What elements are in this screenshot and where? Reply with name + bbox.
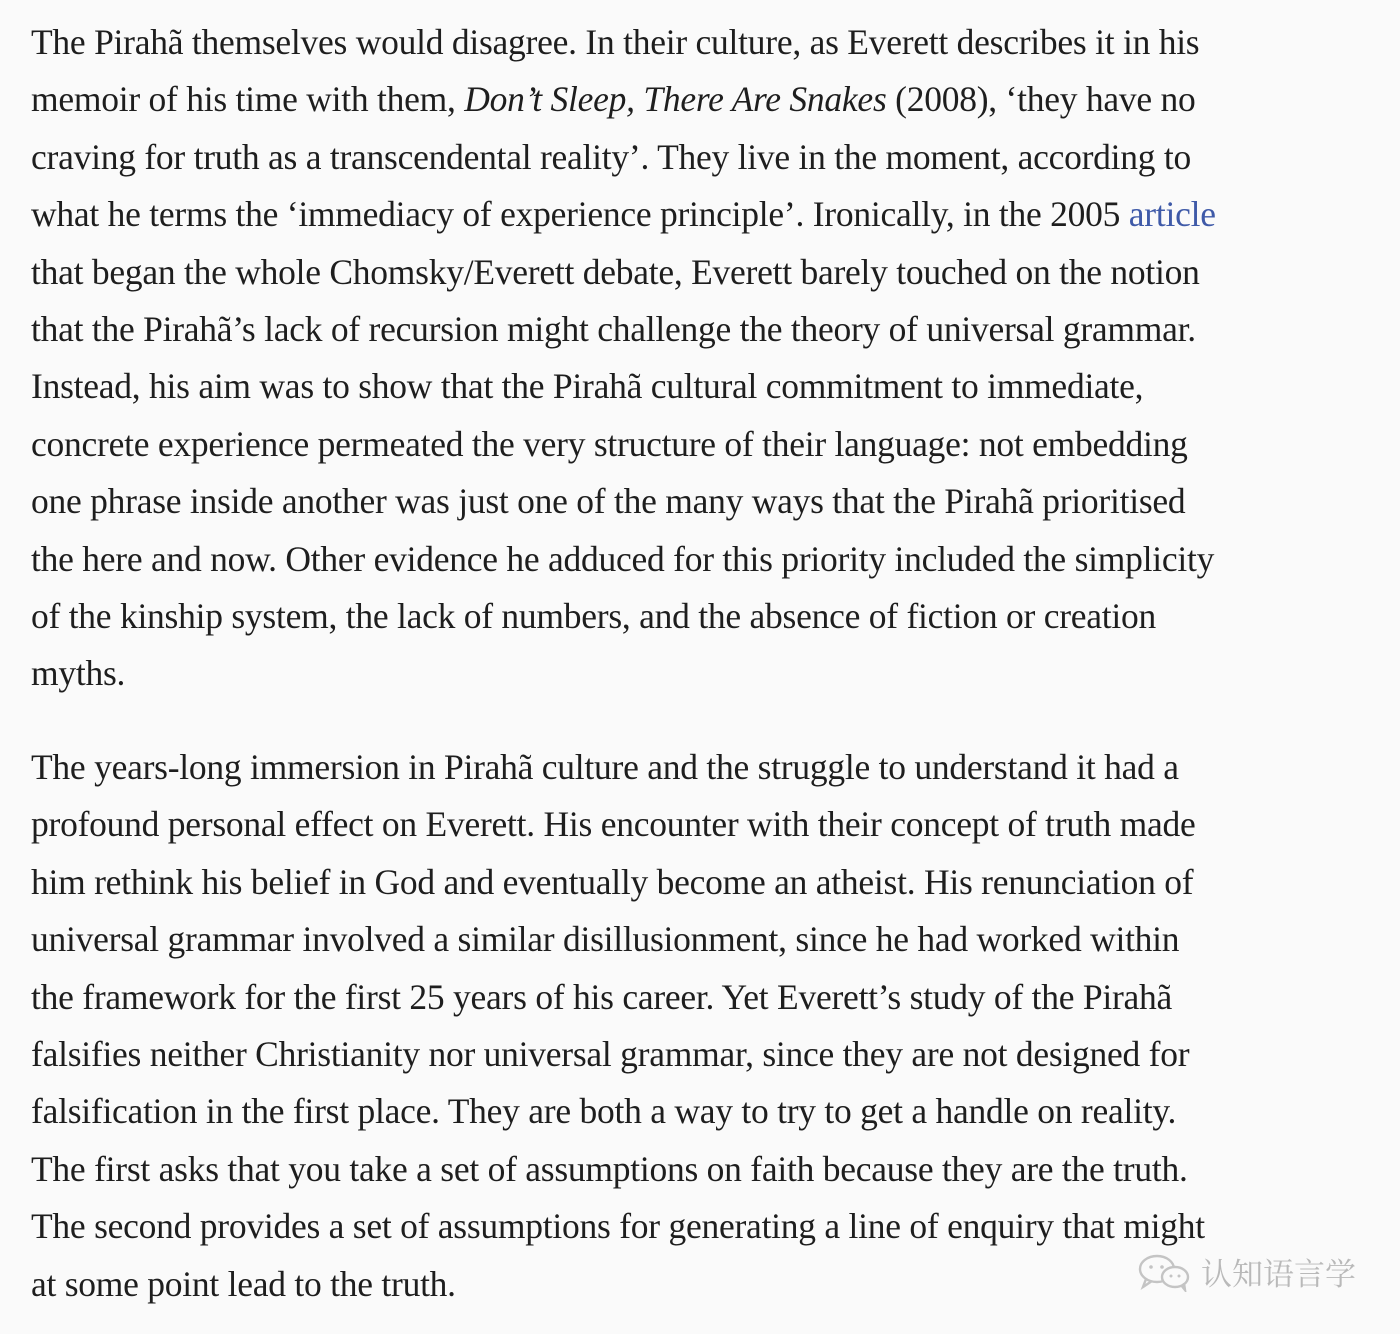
text-line: craving for truth as a transcendental reality’. They live in the moment, according to bbox=[31, 136, 1192, 177]
article-body bbox=[31, 14, 1376, 1313]
text-line: one phrase inside another was just one of the many ways that the Pirahã prioritised bbox=[31, 481, 1186, 522]
text-line bbox=[31, 71, 1376, 128]
text-line: The first asks that you take a set of assumptions on faith because they are the truth. bbox=[31, 1148, 1188, 1189]
text-line: the framework for the first 25 years of his career. Yet Everett’s study of the Pirahã bbox=[31, 976, 1173, 1017]
text-line: universal grammar involved a similar disillusionment, since he had worked within bbox=[31, 919, 1180, 960]
text-line: myths. bbox=[31, 653, 126, 694]
text-line: of the kinship system, the lack of numbers, and the absence of fiction or creation bbox=[31, 596, 1157, 637]
text-segment: memoir of his time with them, bbox=[31, 79, 465, 120]
text-line: The years-long immersion in Pirahã culture and the struggle to understand it had a bbox=[31, 746, 1179, 787]
text-line: The Pirahã themselves would disagree. In their culture, as Everett describes it in his bbox=[31, 22, 1200, 62]
text-segment: (2008), ‘they have no bbox=[886, 79, 1196, 120]
paragraph-2 bbox=[31, 739, 1376, 1313]
text-line: profound personal effect on Everett. His encounter with their concept of truth made bbox=[31, 804, 1196, 845]
text-line: him rethink his belief in God and eventually become an atheist. His renunciation of bbox=[31, 861, 1194, 902]
article-link[interactable]: article bbox=[1128, 194, 1216, 235]
watermark-text: 认知语言学 bbox=[1201, 1257, 1356, 1293]
text-line: at some point lead to the truth. bbox=[31, 1263, 456, 1304]
wechat-icon bbox=[1135, 1252, 1193, 1292]
text-line: concrete experience permeated the very structure of their language: not embedding bbox=[31, 423, 1188, 464]
paragraph-1 bbox=[31, 14, 1376, 703]
text-line: the here and now. Other evidence he adduced for this priority included the simplicity bbox=[31, 538, 1215, 579]
text-line: The second provides a set of assumptions for generating a line of enquiry that might bbox=[31, 1206, 1205, 1247]
book-title: Don’t Sleep, There Are Snakes bbox=[464, 79, 887, 120]
text-line: that began the whole Chomsky/Everett debate, Everett barely touched on the notion bbox=[31, 251, 1200, 292]
text-line bbox=[31, 186, 1376, 243]
text-line: falsification in the first place. They are both a way to try to get a handle on reality. bbox=[31, 1091, 1177, 1132]
watermark bbox=[1135, 1249, 1356, 1294]
text-line: falsifies neither Christianity nor universal grammar, since they are not designed for bbox=[31, 1033, 1190, 1074]
text-segment: what he terms the ‘immediacy of experience principle’. Ironically, in the 2005 bbox=[31, 194, 1129, 235]
text-line: Instead, his aim was to show that the Pirahã cultural commitment to immediate, bbox=[31, 366, 1144, 407]
text-line: that the Pirahã’s lack of recursion might challenge the theory of universal grammar. bbox=[31, 309, 1196, 350]
